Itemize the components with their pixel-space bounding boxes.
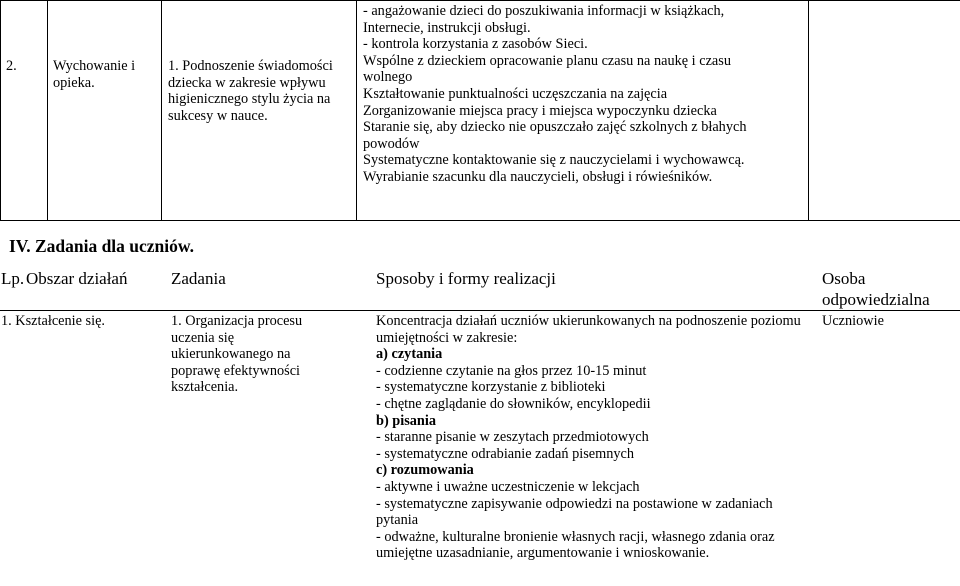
top-table — [0, 0, 960, 221]
methods-line: - systematyczne odrabianie zadań pisemnych — [376, 445, 635, 462]
reading-heading: a) czytania — [376, 346, 443, 363]
area-cell: Wychowanie i opieka. — [48, 1, 162, 221]
header-row — [0, 268, 960, 311]
task-cell: 1. Organizacja procesu uczenia się ukierunkowanego na poprawę efektywności kształcenia. — [171, 313, 303, 396]
methods-line: Kształtowanie punktualności uczęszczania na zajęcia — [363, 85, 668, 102]
methods-line: - chętne zaglądanie do słowników, encyklopedii — [376, 395, 651, 412]
tasks-table — [0, 268, 960, 562]
table-row — [1, 1, 960, 221]
methods-line: - aktywne i uważne uczestniczenie w lekcjach — [376, 478, 640, 495]
methods-line: - staranne pisanie w zeszytach przedmiotowych — [376, 429, 649, 446]
responsible-cell — [809, 1, 960, 221]
row-number: 2. — [1, 1, 48, 221]
header-lp: Lp. — [0, 268, 20, 311]
methods-cell — [357, 1, 809, 221]
responsible-cell: Uczniowie — [822, 313, 884, 329]
methods-cell — [366, 311, 815, 562]
methods-line: - odważne, kulturalne bronienie własnych racji, własnego zdania oraz umiejętne uzasadnianie, argumentowanie i wnioskowanie. — [376, 528, 775, 562]
methods-line: - angażowanie dzieci do poszukiwania informacji w książkach, — [363, 3, 725, 19]
header-responsible: Osoba odpowiedzialna — [815, 268, 960, 311]
section-title: IV. Zadania dla uczniów. — [9, 236, 194, 256]
header-tasks: Zadania — [161, 268, 366, 311]
writing-heading: b) pisania — [376, 412, 436, 429]
methods-line: Systematyczne kontaktowanie się z nauczycielami i wychowawcą. — [363, 152, 745, 169]
understanding-heading: c) rozumowania — [376, 462, 474, 479]
methods-line: wolnego — [363, 69, 413, 86]
methods-line: Internecie, instrukcji obsługi. — [363, 19, 531, 36]
methods-line: powodów — [363, 135, 420, 152]
task-cell: 1. Podnoszenie świadomości dziecka w zakresie wpływu higienicznego stylu życia na sukcesy w nauce. — [162, 1, 357, 221]
methods-intro: Koncentracja działań uczniów ukierunkowanych na podnoszenie poziomu umiejętności w zakresie: — [376, 313, 801, 346]
header-methods: Sposoby i formy realizacji — [366, 268, 815, 311]
methods-line: - kontrola korzystania z zasobów Sieci. — [363, 36, 588, 53]
methods-line: Staranie się, aby dziecko nie opuszczało zajęć szkolnych z błahych — [363, 119, 747, 136]
table-row — [0, 311, 960, 562]
methods-line: - systematyczne korzystanie z biblioteki — [376, 379, 606, 396]
header-area: Obszar działań — [20, 268, 161, 311]
methods-line: - systematyczne zapisywanie odpowiedzi na postawione w zadaniach pytania — [376, 495, 773, 529]
methods-line: Zorganizowanie miejsca pracy i miejsca wypoczynku dziecka — [363, 102, 717, 119]
methods-line: Wspólne z dzieckiem opracowanie planu czasu na naukę i czasu — [363, 52, 731, 69]
methods-line: Wyrabianie szacunku dla nauczycieli, obsługi i rówieśników. — [363, 168, 713, 185]
methods-line: - codzienne czytanie na głos przez 10-15 minut — [376, 362, 647, 379]
area-cell: 1. Kształcenie się. — [1, 313, 106, 329]
